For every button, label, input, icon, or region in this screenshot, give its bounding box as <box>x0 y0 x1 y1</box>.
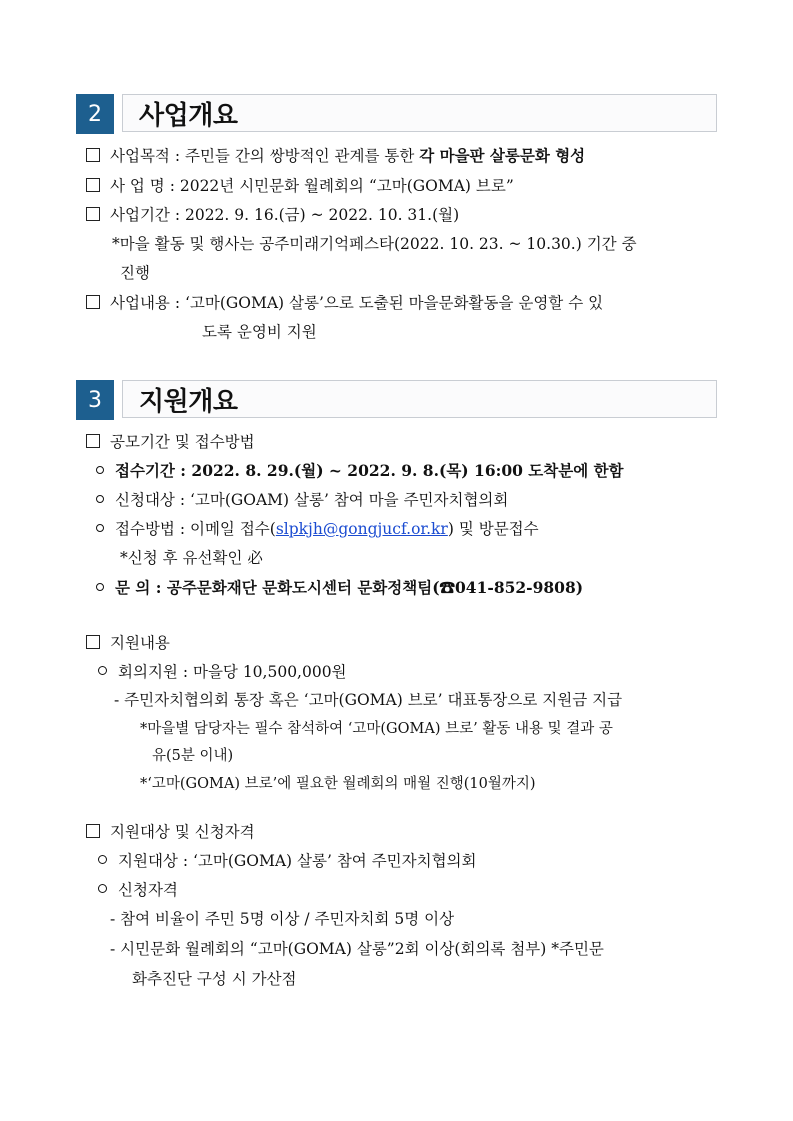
project-name: 사 업 명 : 2022년 시민문화 월례회의 “고마(GOMA) 브로” <box>110 177 514 195</box>
eligibility-qual-line <box>98 880 178 900</box>
support-heading-line <box>86 633 170 653</box>
support-meeting: 회의지원 : 마을당 10,500,000원 <box>118 663 347 681</box>
eligibility-qual: 신청자격 <box>118 881 178 899</box>
apply-heading: 공모기간 및 접수방법 <box>110 433 255 451</box>
eligibility-q2a: - 시민문화 월례회의 “고마(GOMA) 살롱”2회 이상(회의록 첨부) *주민문 <box>110 940 604 958</box>
circle-bullet-icon <box>96 524 104 532</box>
checkbox-icon <box>86 148 100 162</box>
project-period-line <box>86 205 459 225</box>
section-3-number: 3 <box>76 380 114 420</box>
circle-bullet-icon <box>98 666 107 675</box>
support-note-1b: 유(5분 이내) <box>152 748 234 764</box>
period-note-1: *마을 활동 및 행사는 공주미래기억페스타(2022. 10. 23. ~ 10.30.) 기간 중 <box>112 235 637 253</box>
apply-method-prefix: 접수방법 : 이메일 접수( <box>115 520 276 538</box>
eligibility-q1: - 참여 비율이 주민 5명 이상 / 주민자치회 5명 이상 <box>110 910 455 928</box>
section-3-header <box>76 380 717 420</box>
checkbox-icon <box>86 178 100 192</box>
eligibility-q2b: 화추진단 구성 시 가산점 <box>132 970 297 988</box>
purpose-label: 사업목적 : 주민들 간의 쌍방적인 관계를 통한 <box>110 147 420 165</box>
support-meeting-line <box>98 662 347 682</box>
apply-target: 신청대상 : ‘고마(GOAM) 살롱’ 참여 마을 주민자치협의회 <box>115 491 509 509</box>
section-3-title: 지원개요 <box>122 380 717 418</box>
eligibility-heading-line <box>86 822 255 842</box>
checkbox-icon <box>86 635 100 649</box>
support-note-2: *‘고마(GOMA) 브로’에 필요한 월례회의 매월 진행(10월까지) <box>140 776 536 792</box>
apply-method-suffix: ) 및 방문접수 <box>447 520 539 538</box>
support-heading: 지원내용 <box>110 634 170 652</box>
checkbox-icon <box>86 434 100 448</box>
inquiry-line <box>96 578 583 598</box>
section-2-number: 2 <box>76 94 114 134</box>
eligibility-heading: 지원대상 및 신청자격 <box>110 823 255 841</box>
apply-target-line <box>96 490 508 510</box>
support-note-1a: *마을별 담당자는 필수 참석하여 ‘고마(GOMA) 브로’ 활동 내용 및 결과 공 <box>140 721 613 737</box>
purpose-bold: 각 마을판 살롱문화 형성 <box>419 146 586 165</box>
eligibility-target-line <box>98 851 477 871</box>
apply-heading-line <box>86 432 255 452</box>
project-content-line <box>86 293 603 313</box>
apply-period-line <box>96 461 624 481</box>
purpose-line <box>86 146 585 166</box>
apply-note: *신청 후 유선확인 必 <box>120 549 263 567</box>
section-2-header <box>76 94 717 134</box>
email-link[interactable]: slpkjh@gongjucf.or.kr <box>275 520 448 538</box>
project-content-1: 사업내용 : ‘고마(GOMA) 살롱’으로 도출된 마을문화활동을 운영할 수 있 <box>110 294 604 312</box>
checkbox-icon <box>86 295 100 309</box>
project-period: 사업기간 : 2022. 9. 16.(금) ~ 2022. 10. 31.(월) <box>110 206 460 224</box>
section-2-title: 사업개요 <box>122 94 717 132</box>
period-note-2: 진행 <box>120 264 150 282</box>
circle-bullet-icon <box>98 855 107 864</box>
circle-bullet-icon <box>96 583 104 591</box>
checkbox-icon <box>86 824 100 838</box>
apply-method-line <box>96 519 539 539</box>
project-name-line <box>86 176 514 196</box>
project-content-2: 도록 운영비 지원 <box>202 323 317 341</box>
apply-period: 접수기간 : 2022. 8. 29.(월) ~ 2022. 9. 8.(목) 16:00 도착분에 한함 <box>115 461 624 480</box>
circle-bullet-icon <box>98 884 107 893</box>
support-payment: - 주민자치협의회 통장 혹은 ‘고마(GOMA) 브로’ 대표통장으로 지원금 지급 <box>114 691 623 709</box>
circle-bullet-icon <box>96 495 104 503</box>
eligibility-target: 지원대상 : ‘고마(GOMA) 살롱’ 참여 주민자치협의회 <box>118 852 477 870</box>
checkbox-icon <box>86 207 100 221</box>
circle-bullet-icon <box>96 466 104 474</box>
inquiry: 문 의 : 공주문화재단 문화도시센터 문화정책팀(☎041-852-9808) <box>115 578 584 597</box>
